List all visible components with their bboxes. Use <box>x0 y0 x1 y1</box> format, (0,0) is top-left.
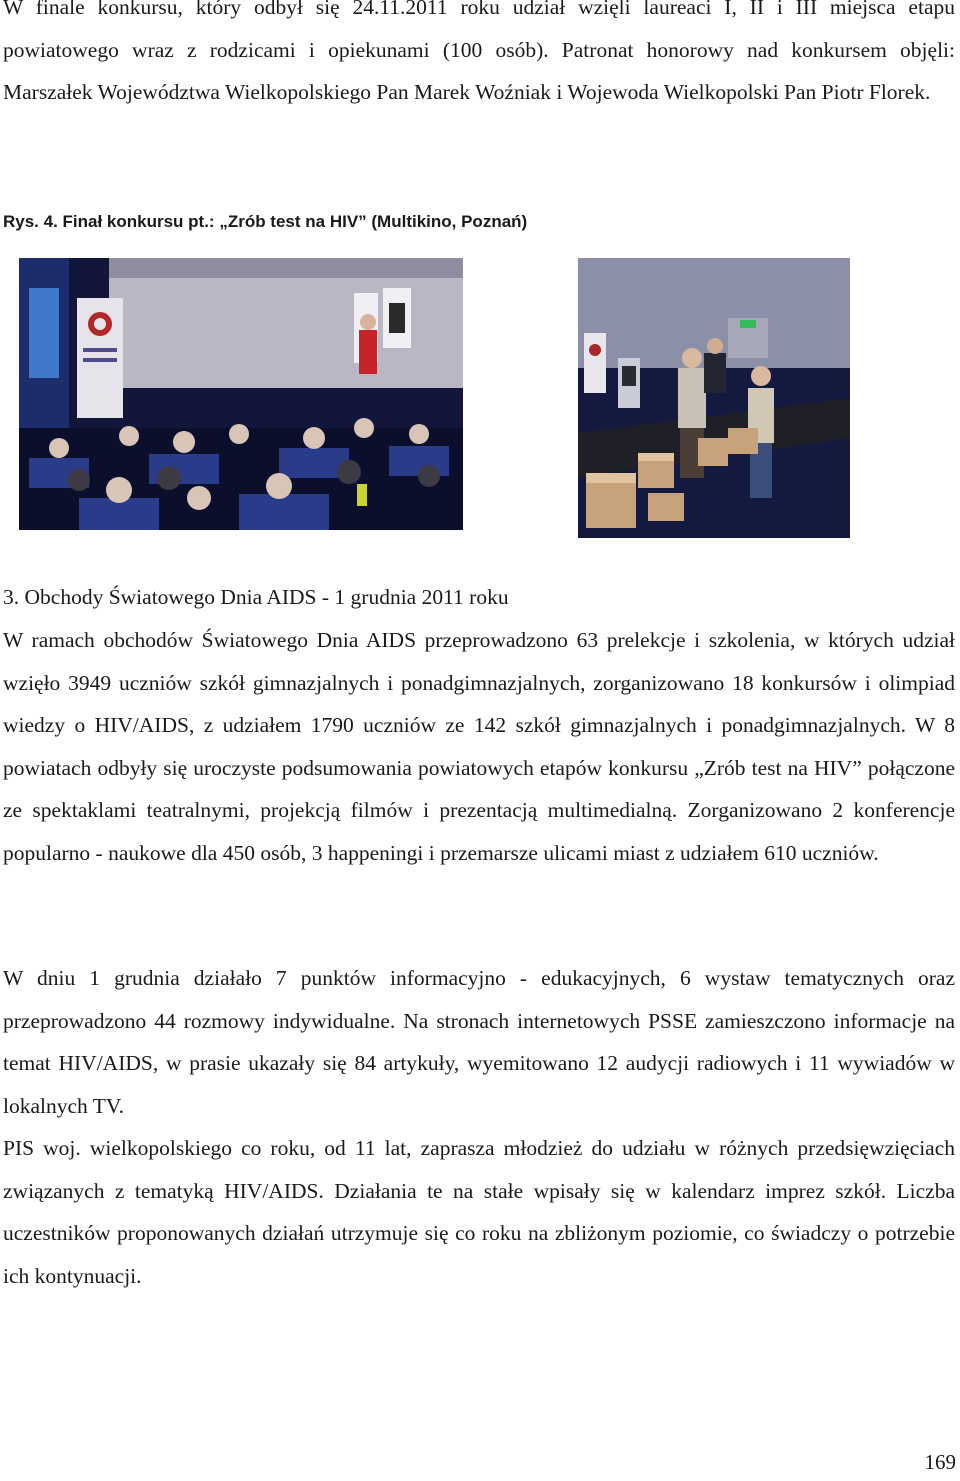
page-number: 169 <box>924 1450 956 1474</box>
photo-cinema-audience-image <box>19 258 463 530</box>
intro-paragraph: W finale konkursu, który odbył się 24.11.2011 roku udział wzięli laureaci I, II i III miejsca etapu powiatowego wraz z rodzicami i opiekunami (100 osób). Patronat honorowy nad konkursem objęli: Marszałek Województwa Wielkopolskiego Pan Marek Woźniak i Wojewoda Wielkopolski Pan Piotr Florek. <box>3 0 955 104</box>
photo-award-ceremony <box>578 258 850 538</box>
section-paragraph-1: W ramach obchodów Światowego Dnia AIDS przeprowadzono 63 prelekcje i szkolenia, w których udział wzięło 3949 uczniów szkół gimnazjalnych i ponadgimnazjalnych, zorganizowano 18 konkursów i olimpiad wiedzy o HIV/AIDS, z udziałem 1790 uczniów ze 142 szkół gimnazjalnych i ponadgimnazjalnych. W 8 powiatach odbyły się uroczyste podsumowania powiatowych etapów konkursu „Zrób test na HIV” połączone ze spektaklami teatralnymi, projekcją filmów i prezentacją multimedialną. Zorganizowano 2 konferencje popularno - naukowe dla 450 osób, 3 happeningi i przemarsze ulicami miast z udziałem 610 uczniów. <box>3 628 955 865</box>
section-paragraph-3: PIS woj. wielkopolskiego co roku, od 11 lat, zaprasza młodzież do udziału w różnych przedsięwzięciach związanych z tematyką HIV/AIDS. Działania te na stałe wpisały się w kalendarz imprez szkół. Liczba uczestników proponowanych działań utrzymuje się co roku na zbliżonym poziomie, co świadczy o potrzebie ich kontynuacji. <box>3 1136 955 1288</box>
photo-cinema-audience <box>19 258 463 530</box>
section-heading: 3. Obchody Światowego Dnia AIDS - 1 grudnia 2011 roku <box>3 585 509 609</box>
section-paragraph-2: W dniu 1 grudnia działało 7 punktów informacyjno - edukacyjnych, 6 wystaw tematycznych oraz przeprowadzono 44 rozmowy indywidualne. Na stronach internetowych PSSE zamieszczono informacje na temat HIV/AIDS, w prasie ukazały się 84 artykuły, wyemitowano 12 audycji radiowych i 11 wywiadów w lokalnych TV. <box>3 966 955 1118</box>
photo-award-ceremony-image <box>578 258 850 538</box>
figure-caption: Rys. 4. Finał konkursu pt.: „Zrób test na HIV” (Multikino, Poznań) <box>3 212 528 231</box>
